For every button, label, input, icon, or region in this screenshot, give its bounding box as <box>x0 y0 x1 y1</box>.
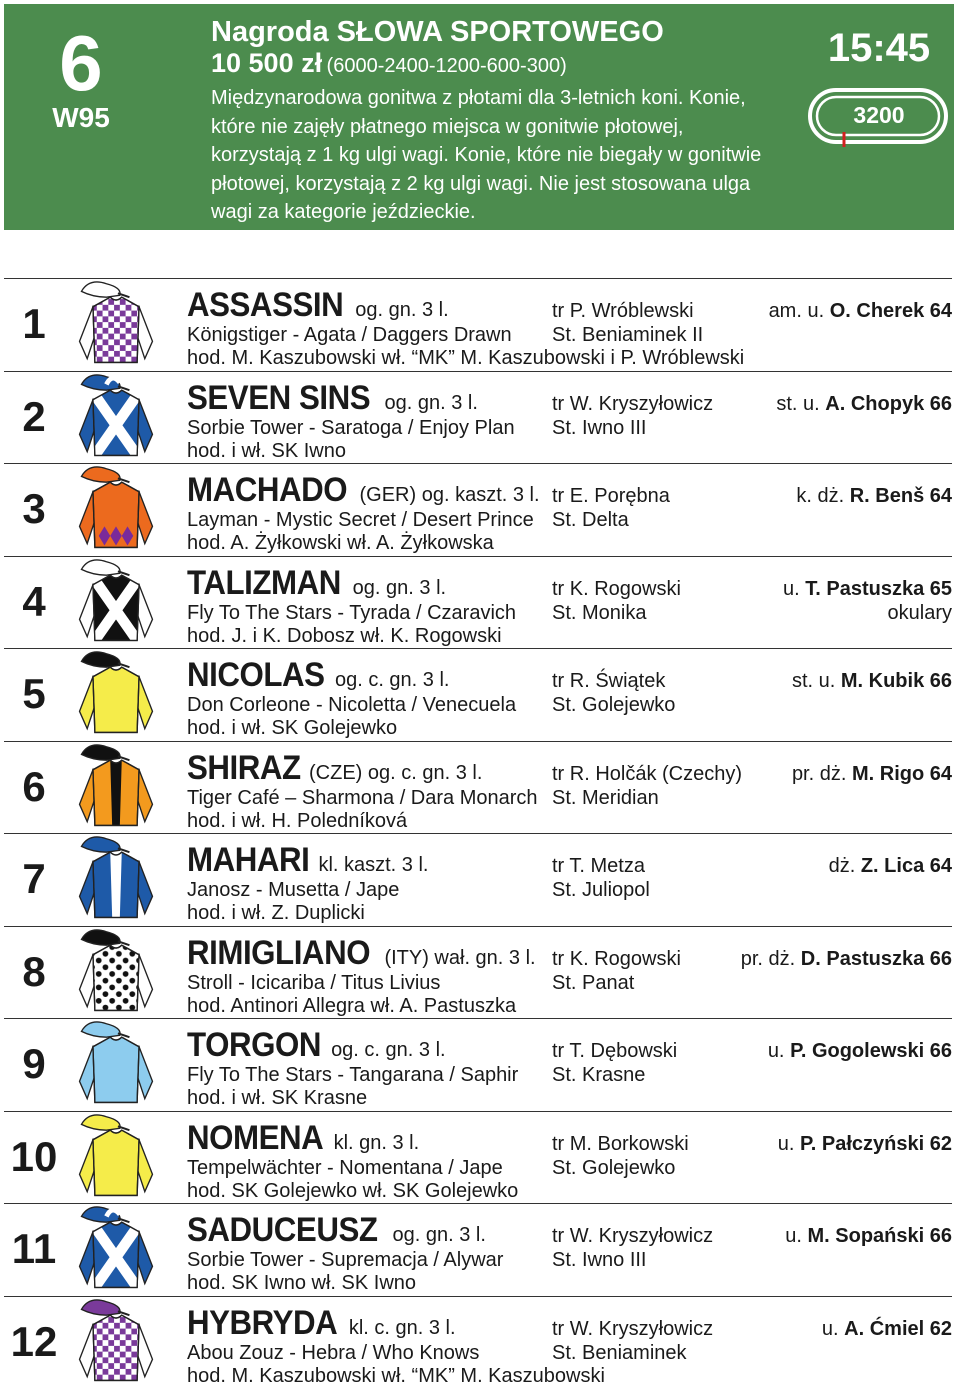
race-title: Nagroda SŁOWA SPORTOWEGO <box>211 16 664 48</box>
jockey-silks-icon <box>68 280 164 370</box>
trainer: tr W. Kryszyłowicz <box>552 1225 714 1247</box>
entry-row <box>0 1203 960 1296</box>
jockey <box>822 1318 952 1341</box>
horse-description: kl. kaszt. 3 l. <box>318 854 429 876</box>
entry-number: 1 <box>22 300 46 347</box>
jockey-name-weight: M. Kubik 66 <box>840 670 952 692</box>
prize-line <box>211 48 567 79</box>
jockey-rank: u. <box>767 1040 785 1062</box>
jockey-rank: u. <box>821 1317 839 1340</box>
jockey <box>778 1133 952 1156</box>
horse-name: RIMIGLIANO <box>187 933 371 972</box>
stable: St. Golejewko <box>552 694 676 716</box>
stable: St. Iwno III <box>552 1249 647 1271</box>
horse-name: HYBRYDA <box>187 1303 338 1342</box>
entry-number: 7 <box>22 855 46 902</box>
prize-amount: 10 500 zł <box>211 48 323 78</box>
pedigree: Stroll - Icicariba / Titus Livius <box>187 971 441 994</box>
trainer: tr W. Kryszyłowicz <box>552 392 714 415</box>
stable: St. Krasne <box>552 1064 646 1086</box>
stable: St. Monika <box>552 601 647 624</box>
horse-header <box>187 749 482 788</box>
entry-row <box>0 648 960 741</box>
entry-row <box>0 1018 960 1111</box>
trainer: tr T. Metza <box>552 855 645 877</box>
stable: St. Golejewko <box>552 1156 676 1179</box>
jockey-silks-icon <box>68 465 164 555</box>
horse-description: og. gn. 3 l. <box>392 1224 486 1246</box>
trainer: tr W. Kryszyłowicz <box>552 1317 714 1340</box>
jockey-silks-icon <box>68 1113 164 1203</box>
pedigree: Tiger Café – Sharmona / Dara Monarch <box>187 786 538 809</box>
breeder-owner: hod. SK Iwno wł. SK Iwno <box>187 1272 417 1294</box>
race-time: 15:45 <box>827 26 931 70</box>
entry-row <box>0 556 960 649</box>
horse-header <box>187 841 428 880</box>
breeder-owner: hod. J. i K. Dobosz wł. K. Rogowski <box>187 624 502 647</box>
jockey <box>829 855 952 878</box>
jockey-silks-icon <box>68 1205 164 1295</box>
pedigree: Don Corleone - Nicoletta / Venecuela <box>187 694 517 716</box>
jockey-silks-icon <box>68 558 164 648</box>
jockey-name-weight: P. Gogolewski 66 <box>790 1040 952 1062</box>
jockey-name-weight: D. Pastuszka 66 <box>800 947 952 970</box>
trainer: tr T. Dębowski <box>552 1040 678 1062</box>
horse-header <box>187 1119 419 1158</box>
jockey-silks-icon <box>68 650 164 740</box>
stable: St. Meridian <box>552 786 659 809</box>
jockey-silks-icon <box>68 373 164 463</box>
horse-description: kl. gn. 3 l. <box>333 1131 420 1154</box>
jockey-name-weight: P. Pałczyński 62 <box>800 1132 952 1155</box>
entry-row <box>0 1296 960 1389</box>
entry-number: 8 <box>22 947 46 995</box>
entry-number: 6 <box>22 762 46 810</box>
jockey-name-weight: M. Sopański 66 <box>807 1225 952 1247</box>
race-header <box>4 4 954 230</box>
race-code: W95 <box>52 102 110 133</box>
jockey-rank: st. u. <box>791 670 836 692</box>
jockey-rank: k. dż. <box>796 485 845 507</box>
pedigree: Sorbie Tower - Supremacja / Alywar <box>187 1249 504 1271</box>
entry-number: 3 <box>22 485 46 532</box>
entry-row <box>0 926 960 1019</box>
horse-name: MAHARI <box>187 841 310 879</box>
pedigree: Janosz - Musetta / Jape <box>187 879 400 901</box>
trainer: tr K. Rogowski <box>552 577 681 600</box>
jockey-rank: pr. dż. <box>791 762 847 785</box>
horse-description: og. gn. 3 l. <box>384 391 478 414</box>
stable: St. Delta <box>552 509 629 531</box>
jockey <box>776 393 952 416</box>
horse-header <box>187 934 536 973</box>
race-number: 6 <box>59 19 103 107</box>
breeder-owner: hod. i wł. SK Krasne <box>187 1087 368 1109</box>
horse-description: kl. c. gn. 3 l. <box>348 1316 456 1339</box>
jockey <box>792 763 952 786</box>
entry-row <box>0 833 960 926</box>
horse-header <box>187 286 449 325</box>
stable: St. Iwno III <box>552 416 647 439</box>
trainer: tr R. Holčák (Czechy) <box>552 762 743 785</box>
breeder-owner: hod. i wł. H. Poledníková <box>187 809 408 832</box>
entry-number: 12 <box>10 1317 58 1365</box>
horse-description: (ITY) wał. gn. 3 l. <box>384 946 536 969</box>
jockey <box>785 1225 952 1248</box>
entry-row <box>0 463 960 556</box>
jockey-name-weight: A. Chopyk 66 <box>825 392 952 415</box>
trainer: tr E. Porębna <box>552 485 670 507</box>
horse-header <box>187 1304 456 1343</box>
jockey-name-weight: T. Pastuszka 65 <box>805 577 952 600</box>
jockey-name-weight: R. Benš 64 <box>849 485 952 507</box>
jockey <box>783 578 952 601</box>
horse-name: NOMENA <box>187 1118 324 1157</box>
jockey-rank: dż. <box>828 855 856 877</box>
jockey-rank: u. <box>777 1132 795 1155</box>
horse-name: SADUCEUSZ <box>187 1211 378 1249</box>
breeder-owner: hod. i wł. Z. Duplicki <box>187 902 365 924</box>
entry-number: 11 <box>11 1225 57 1272</box>
horse-name: TALIZMAN <box>187 563 341 602</box>
horse-name: TORGON <box>187 1026 321 1064</box>
pedigree: Fly To The Stars - Tyrada / Czaravich <box>187 601 517 624</box>
entry-number: 9 <box>22 1040 46 1087</box>
equipment-note: okulary <box>887 601 952 624</box>
breeder-owner: hod. A. Żyłkowski wł. A. Żyłkowska <box>187 532 494 554</box>
jockey-rank: st. u. <box>776 392 820 415</box>
jockey-silks-icon <box>68 1298 164 1388</box>
horse-header <box>187 564 446 603</box>
horse-description: og. gn. 3 l. <box>352 576 447 599</box>
trainer: tr K. Rogowski <box>552 947 681 970</box>
entry-number: 2 <box>22 392 46 440</box>
jockey <box>796 485 952 508</box>
breeder-owner: hod. M. Kaszubowski wł. “MK” M. Kaszubowski <box>187 1364 605 1387</box>
race-description: Międzynarodowa gonitwa z płotami dla 3-letnich koni. Konie, które nie zajęły płatnego miejsca w gonitwie płotowej, korzystają z 1 kg ulgi wagi. Konie, które nie biegały w gonitwie płotowej, korzystają z 2 kg ulgi wagi. Nie jest stosowana ulga wagi za kategorie jeździeckie. <box>211 87 762 223</box>
jockey-rank: pr. dż. <box>740 947 796 970</box>
horse-header <box>187 1211 486 1250</box>
horse-name: SHIRAZ <box>187 748 301 787</box>
jockey-silks-icon <box>68 743 164 833</box>
horse-header <box>187 379 478 418</box>
trainer: tr M. Borkowski <box>552 1132 689 1155</box>
entry-row <box>0 371 960 464</box>
horse-description: (CZE) og. c. gn. 3 l. <box>309 761 483 784</box>
horse-name: NICOLAS <box>187 656 325 694</box>
entry-number: 5 <box>22 670 46 717</box>
entry-row <box>0 278 960 371</box>
pedigree: Königstiger - Agata / Daggers Drawn <box>187 324 512 346</box>
horse-header <box>187 471 540 510</box>
stable: St. Panat <box>552 971 635 994</box>
horse-header <box>187 1026 446 1065</box>
jockey-rank: u. <box>783 577 800 600</box>
jockey <box>768 1040 952 1063</box>
jockey-silks-icon <box>68 928 164 1018</box>
jockey-rank: u. <box>785 1225 802 1247</box>
breeder-owner: hod. i wł. SK Golejewko <box>187 717 398 739</box>
pedigree: Sorbie Tower - Saratoga / Enjoy Plan <box>187 416 515 439</box>
stable: St. Beniaminek <box>552 1341 687 1364</box>
entry-number: 10 <box>10 1132 58 1180</box>
breeder-owner: hod. SK Golejewko wł. SK Golejewko <box>187 1179 519 1202</box>
horse-name: SEVEN SINS <box>187 378 371 417</box>
race-distance: 3200 <box>853 102 905 128</box>
breeder-owner: hod. M. Kaszubowski wł. “MK” M. Kaszubowski i P. Wróblewski <box>187 347 745 369</box>
horse-description: og. c. gn. 3 l. <box>334 669 450 691</box>
jockey-rank: am. u. <box>768 300 825 322</box>
jockey-name-weight: Z. Lica 64 <box>860 855 952 877</box>
pedigree: Abou Zouz - Hebra / Who Knows <box>187 1341 480 1364</box>
trainer: tr P. Wróblewski <box>552 300 694 322</box>
breeder-owner: hod. Antinori Allegra wł. A. Pastuszka <box>187 994 517 1017</box>
horse-description: (GER) og. kaszt. 3 l. <box>359 484 540 506</box>
horse-name: MACHADO <box>187 471 348 509</box>
entry-row <box>0 741 960 834</box>
entry-number: 4 <box>22 577 46 625</box>
horse-name: ASSASSIN <box>187 286 344 324</box>
stable: St. Juliopol <box>552 879 650 901</box>
jockey <box>741 948 952 971</box>
entry-row <box>0 1111 960 1204</box>
horse-header <box>187 656 449 695</box>
trainer: tr R. Świątek <box>552 670 666 692</box>
breeder-owner: hod. i wł. SK Iwno <box>187 439 346 462</box>
pedigree: Layman - Mystic Secret / Desert Prince <box>187 509 534 531</box>
jockey <box>769 300 952 323</box>
pedigree: Fly To The Stars - Tangarana / Saphir <box>187 1064 519 1086</box>
horse-description: og. c. gn. 3 l. <box>331 1039 446 1061</box>
jockey-silks-icon <box>68 835 164 925</box>
pedigree: Tempelwächter - Nomentana / Jape <box>187 1156 503 1179</box>
jockey <box>792 670 952 693</box>
jockey-name-weight: A. Ćmiel 62 <box>844 1317 952 1340</box>
jockey-name-weight: M. Rigo 64 <box>851 762 952 785</box>
stable: St. Beniaminek II <box>552 324 704 346</box>
prize-split: (6000-2400-1200-600-300) <box>326 55 567 77</box>
jockey-silks-icon <box>68 1020 164 1110</box>
horse-description: og. gn. 3 l. <box>355 299 449 321</box>
jockey-name-weight: O. Cherek 64 <box>829 300 952 322</box>
